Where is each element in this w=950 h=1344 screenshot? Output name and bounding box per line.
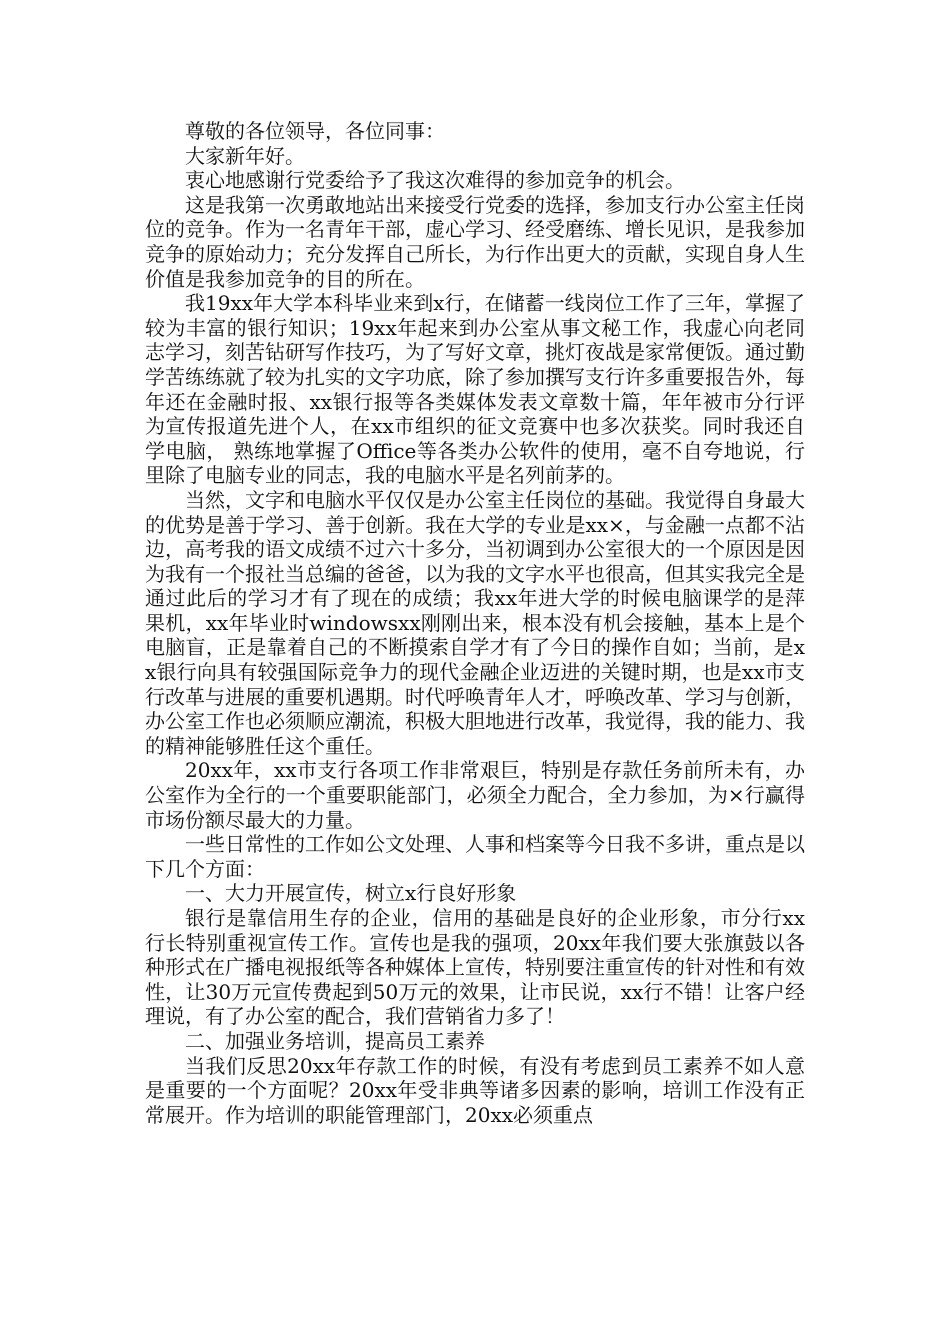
paragraph-thanks: 衷心地感谢行党委给予了我这次难得的参加竞争的机会。: [185, 168, 685, 193]
section-heading-publicity: 一、大力开展宣传，树立x行良好形象: [185, 881, 517, 906]
document-body: [145, 119, 805, 1127]
paragraph-publicity: 银行是靠信用生存的企业，信用的基础是良好的企业形象，市分行xx行长特别重视宣传工作。宣传也是我的强项，20xx年我们要大张旗鼓以各种形式在广播电视报纸等各种媒体上宣传，特别要注重宣传的针对性和有效性，让30万元宣传费起到50万元的效果，让市民说，xx行不错！让客户经理说，有了办公室的配合，我们营销省力多了！: [145, 906, 805, 1029]
section-heading-training: 二、加强业务培训，提高员工素养: [185, 1028, 485, 1053]
paragraph-motivation: 这是我第一次勇敢地站出来接受行党委的选择，参加支行办公室主任岗位的竞争。作为一名青年干部，虚心学习、经受磨练、增长见识，是我参加竞争的原始动力；充分发挥自己所长，为行作出更大的贡献，实现自身人生价值是我参加竞争的目的所在。: [145, 192, 805, 291]
paragraph-training: 当我们反思20xx年存款工作的时候，有没有考虑到员工素养不如人意是重要的一个方面呢？20xx年受非典等诸多因素的影响，培训工作没有正常展开。作为培训的职能管理部门，20xx必须重点: [145, 1053, 805, 1127]
paragraph-tasks: 20xx年，xx市支行各项工作非常艰巨，特别是存款任务前所未有，办公室作为全行的一个重要职能部门，必须全力配合，全力参加，为×行赢得市场份额尽最大的力量。: [145, 758, 805, 832]
paragraph-greeting: 大家新年好。: [185, 143, 305, 168]
paragraph-strengths: 当然，文字和电脑水平仅仅是办公室主任岗位的基础。我觉得自身最大的优势是善于学习、善于创新。我在大学的专业是xx×，与金融一点都不沾边，高考我的语文成绩不过六十多分，当初调到办公室很大的一个原因是因为我有一个报社当总编的爸爸，以为我的文字水平也很高，但其实我完全是通过此后的学习才有了现在的成绩；我xx年进大学的时候电脑课学的是萍果机，xx年毕业时windowsxx刚刚出来，根本没有机会接触，基本上是个电脑盲，正是靠着自己的不断摸索自学才有了今日的操作自如；当前，是xx银行向具有较强国际竞争力的现代金融企业迈进的关键时期，也是xx市支行改革与进展的重要机遇期。时代呼唤青年人才，呼唤改革、学习与创新，办公室工作也必须顺应潮流，积极大胆地进行改革，我觉得，我的能力、我的精神能够胜任这个重任。: [145, 487, 805, 758]
paragraph-experience: 我19xx年大学本科毕业来到x行，在储蓄一线岗位工作了三年，掌握了较为丰富的银行知识；19xx年起来到办公室从事文秘工作，我虚心向老同志学习，刻苦钻研写作技巧，为了写好文章，挑灯夜战是家常便饭。通过勤学苦练练就了较为扎实的文字功底，除了参加撰写支行许多重要报告外，每年还在金融时报、xx银行报等各类媒体发表文章数十篇，年年被市分行评为宣传报道先进个人，在xx市组织的征文竞赛中也多次获奖。同时我还自学电脑， 熟练地掌握了Office等各类办公软件的使用，毫不自夸地说，行里除了电脑专业的同志，我的电脑水平是名列前茅的。: [145, 291, 805, 488]
paragraph-focus-intro: 一些日常性的工作如公文处理、人事和档案等今日我不多讲，重点是以下几个方面：: [145, 832, 805, 881]
paragraph-salutation: 尊敬的各位领导，各位同事：: [185, 119, 445, 143]
